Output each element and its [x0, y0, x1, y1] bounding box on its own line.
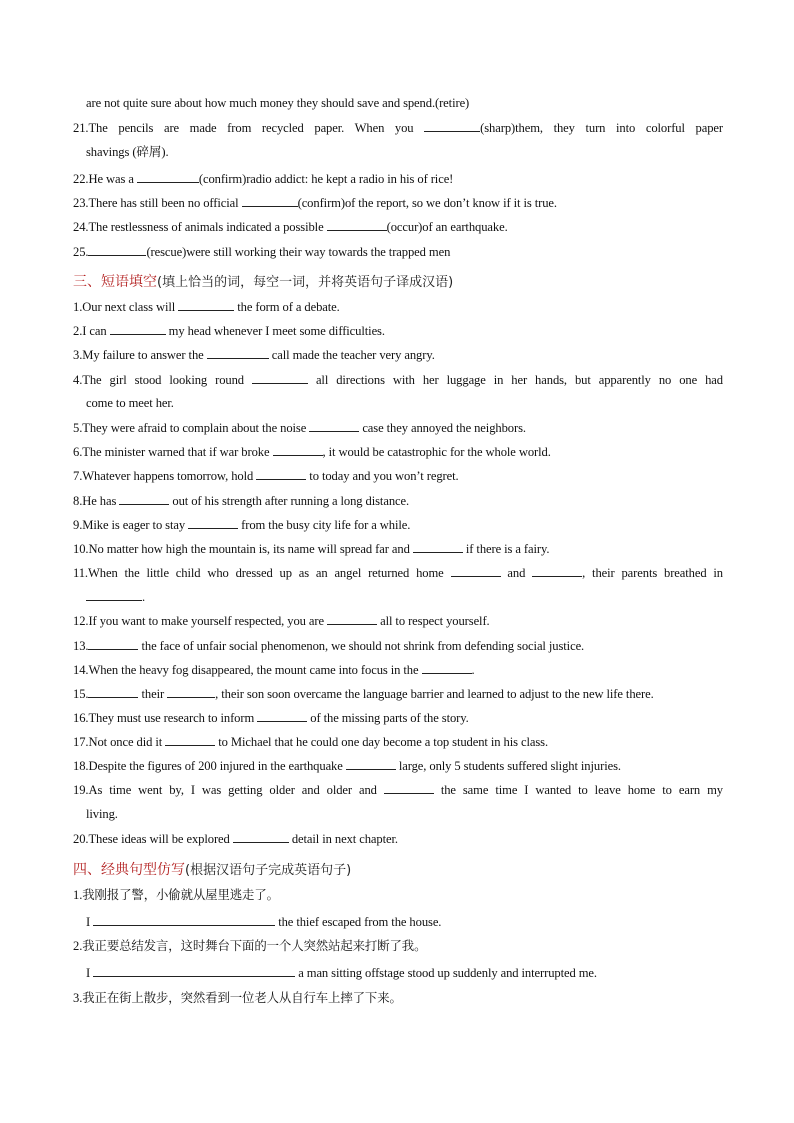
phrase-19-cont: living. [86, 807, 118, 821]
pattern-3-chinese: 3.我正在街上散步，突然看到一位老人从自行车上摔了下来。 [73, 990, 402, 1005]
answer-blank[interactable] [233, 830, 289, 843]
answer-blank[interactable] [167, 685, 215, 698]
exercise-24: 24.The restlessness of animals indicated a possible (occur)of an earthquake. [73, 220, 508, 234]
answer-blank[interactable] [273, 443, 323, 456]
answer-blank[interactable] [188, 516, 238, 529]
answer-blank[interactable] [256, 467, 306, 480]
section-4-heading: 四、经典句型仿写(根据汉语句子完成英语句子) [73, 862, 352, 878]
phrase-3: 3.My failure to answer the call made the teacher very angry. [73, 348, 435, 362]
phrase-9: 9.Mike is eager to stay from the busy city life for a while. [73, 518, 411, 532]
phrase-14: 14.When the heavy fog disappeared, the mount came into focus in the . [73, 663, 475, 677]
phrase-8: 8.He has out of his strength after running a long distance. [73, 494, 410, 508]
phrase-18: 18.Despite the figures of 200 injured in the earthquake large, only 5 students suffered slight injuries. [73, 759, 621, 773]
answer-blank[interactable] [178, 298, 234, 311]
phrase-4-cont: come to meet her. [86, 396, 174, 410]
exercise-21-cont: shavings (碎屑). [86, 145, 169, 159]
answer-blank[interactable] [119, 492, 169, 505]
phrase-12: 12.If you want to make yourself respected, you are all to respect yourself. [73, 614, 490, 628]
phrase-2: 2.I can my head whenever I meet some difficulties. [73, 324, 385, 338]
phrase-6: 6.The minister warned that if war broke , it would be catastrophic for the whole world. [73, 445, 551, 459]
answer-blank[interactable] [93, 964, 295, 977]
answer-blank[interactable] [207, 346, 269, 359]
answer-blank[interactable] [165, 733, 215, 746]
answer-blank[interactable] [88, 637, 138, 650]
answer-blank[interactable] [346, 757, 396, 770]
answer-blank[interactable] [451, 564, 501, 577]
answer-blank[interactable] [532, 564, 582, 577]
answer-blank[interactable] [110, 322, 166, 335]
answer-blank[interactable] [86, 588, 142, 601]
answer-blank[interactable] [93, 913, 275, 926]
answer-blank[interactable] [422, 661, 472, 674]
phrase-19: 19.As time went by, I was getting older and older and the same time I wanted to leave home to earn my [73, 783, 723, 797]
answer-blank[interactable] [424, 119, 480, 132]
phrase-11: 11.When the little child who dressed up as an angel returned home and , their parents breathed in [73, 566, 724, 580]
exercise-23: 23.There has still been no official (confirm)of the report, so we don’t know if it is true. [73, 196, 557, 210]
pattern-1-english: I the thief escaped from the house. [86, 915, 442, 929]
answer-blank[interactable] [88, 243, 146, 256]
answer-blank[interactable] [327, 218, 387, 231]
answer-blank[interactable] [327, 612, 377, 625]
phrase-11-cont: . [86, 588, 723, 605]
phrase-10: 10.No matter how high the mountain is, its name will spread far and if there is a fairy. [73, 542, 550, 556]
section-3-heading: 三、短语填空(填上恰当的词，每空一词，并将英语句子译成汉语) [73, 274, 454, 290]
phrase-17: 17.Not once did it to Michael that he could one day become a top student in his class. [73, 735, 548, 749]
pattern-2-english: I a man sitting offstage stood up suddenly and interrupted me. [86, 966, 597, 980]
phrase-20: 20.These ideas will be explored detail in next chapter. [73, 832, 398, 846]
phrase-13: 13. the face of unfair social phenomenon, we should not shrink from defending social justice. [73, 639, 585, 653]
phrase-4: 4.The girl stood looking round all directions with her luggage in her hands, but apparently no one had [73, 373, 723, 387]
phrase-16: 16.They must use research to inform of the missing parts of the story. [73, 711, 469, 725]
exercise-21: 21.The pencils are made from recycled paper. When you (sharp)them, they turn into colorful paper [73, 121, 723, 135]
answer-blank[interactable] [242, 194, 298, 207]
answer-blank[interactable] [309, 419, 359, 432]
pattern-2-chinese: 2.我正要总结发言，这时舞台下面的一个人突然站起来打断了我。 [73, 938, 427, 953]
exercise-22: 22.He was a (confirm)radio addict: he kept a radio in his of rice! [73, 172, 454, 186]
answer-blank[interactable] [384, 781, 434, 794]
answer-blank[interactable] [88, 685, 138, 698]
answer-blank[interactable] [252, 371, 308, 384]
prev-item-tail: are not quite sure about how much money they should save and spend.(retire) [86, 96, 470, 110]
answer-blank[interactable] [413, 540, 463, 553]
phrase-15: 15. their , their son soon overcame the language barrier and learned to adjust to the new life there. [73, 687, 654, 701]
phrase-5: 5.They were afraid to complain about the noise case they annoyed the neighbors. [73, 421, 526, 435]
phrase-1: 1.Our next class will the form of a debate. [73, 300, 340, 314]
phrase-7: 7.Whatever happens tomorrow, hold to today and you won’t regret. [73, 469, 459, 483]
pattern-1-chinese: 1.我刚报了警，小偷就从屋里逃走了。 [73, 887, 279, 902]
answer-blank[interactable] [257, 709, 307, 722]
exercise-25: 25. (rescue)were still working their way towards the trapped men [73, 245, 451, 259]
answer-blank[interactable] [137, 170, 199, 183]
